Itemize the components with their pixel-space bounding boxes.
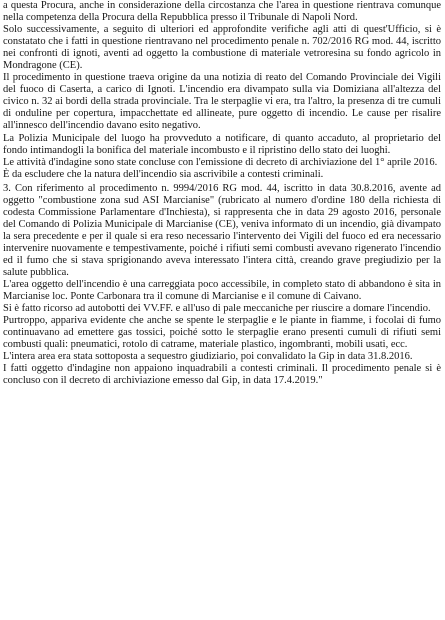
paragraph-focolai-fumo: Purtroppo, appariva evidente che anche se spente le sterpaglie e le piante in fiamme, i focolai di fumo continuavano ad emettere gas tossici, poiché sotto le sterpaglie erano presenti cumuli di rifiuti semi combusti quali: pneumatici, rotolo di catrame, materiale plastico, ingombranti, mobili usati, ecc. [3, 315, 441, 351]
paragraph-sequestro: L'intera area era stata sottoposta a sequestro giudiziario, poi convalidato la Gip in data 31.8.2016. [3, 351, 413, 363]
paragraph-procura-napoli-nord: a questa Procura, anche in considerazione della circostanza che l'area in questione rientrava comunque nella competenza della Procura della Repubblica presso il Tribunale di Napoli Nord. [3, 0, 441, 24]
paragraph-autobotti: Si è fatto ricorso ad autobotti dei VV.FF. e all'uso di pale meccaniche per riuscire a domare l'incendio. [3, 303, 431, 315]
paragraph-procedimento-9994-2016: 3. Con riferimento al procedimento n. 9994/2016 RG mod. 44, iscritto in data 30.8.2016, avente ad oggetto "combustione zona sud ASI Marcianise" (rubricato al numero d'ordine 180 della richiesta di codesta Commissione Parlamentare d'Inchiesta), si rappresenta che in data 29 agosto 2016, personale del Comando di Polizia Municipale di Marcianise (CE), veniva informato di un incendio, già divampato la sera precedente e per il quale si era reso necessario l'intervento dei Vigili del fuoco ed era necessario intervenire nuovamente e tempestivamente, poiché i rifiuti semi combusti avevano rigenerato l'incendio ed il fumo che si stava sprigionando aveva interessato l'intera città, creando grave pregiudizio per la salute pubblica. [3, 182, 441, 279]
paragraph-contesti-criminali: È da escludere che la natura dell'incendio sia ascrivibile a contesti criminali. [3, 168, 324, 180]
paragraph-area-incendio: L'area oggetto dell'incendio è una carreggiata poco accessibile, in completo stato di abbandono è sita in Marcianise loc. Ponte Carbonara tra il comune di Marcianise e il comune di Caivano. [3, 279, 441, 303]
paragraph-conclusione: I fatti oggetto d'indagine non appaiono inquadrabili a contesti criminali. Il procedimento penale si è concluso con il decreto di archiviazione emesso dal Gip, in data 17.4.2019." [3, 363, 441, 387]
paragraph-procedimento-702-2016: Solo successivamente, a seguito di ulteriori ed approfondite verifiche agli atti di quest'Ufficio, si è constatato che i fatti in questione rientravano nel procedimento penale n. 702/2016 RG mod. 44, iscritto nei confronti di ignoti, aventi ad oggetto la combustione di materiale vetroresina su fondo agricolo in Mondragone (CE). [3, 24, 441, 72]
paragraph-notizia-di-reato: Il procedimento in questione traeva origine da una notizia di reato del Comando Provinciale dei Vigili del fuoco di Caserta, a carico di Ignoti. L'incendio era divampato sulla via Domiziana all'altezza del civico n. 32 ai bordi della strada provinciale. Tra le sterpaglie vi era, tra l'altro, la presenza di tre cumuli di onduline per copertura, impacchettate ed allineate, pure oggetto di incendio. Le cause per risalire all'innesco dell'incendio davano esito negativo. [3, 72, 441, 132]
paragraph-archiviazione-2016: Le attività d'indagine sono state concluse con l'emissione di decreto di archiviazione del 1° aprile 2016. [3, 156, 438, 168]
paragraph-polizia-municipale: La Polizia Municipale del luogo ha provveduto a notificare, di quanto accaduto, al proprietario del fondo intimandogli la bonifica del materiale incombusto e il ripristino dello stato dei luoghi. [3, 132, 441, 156]
